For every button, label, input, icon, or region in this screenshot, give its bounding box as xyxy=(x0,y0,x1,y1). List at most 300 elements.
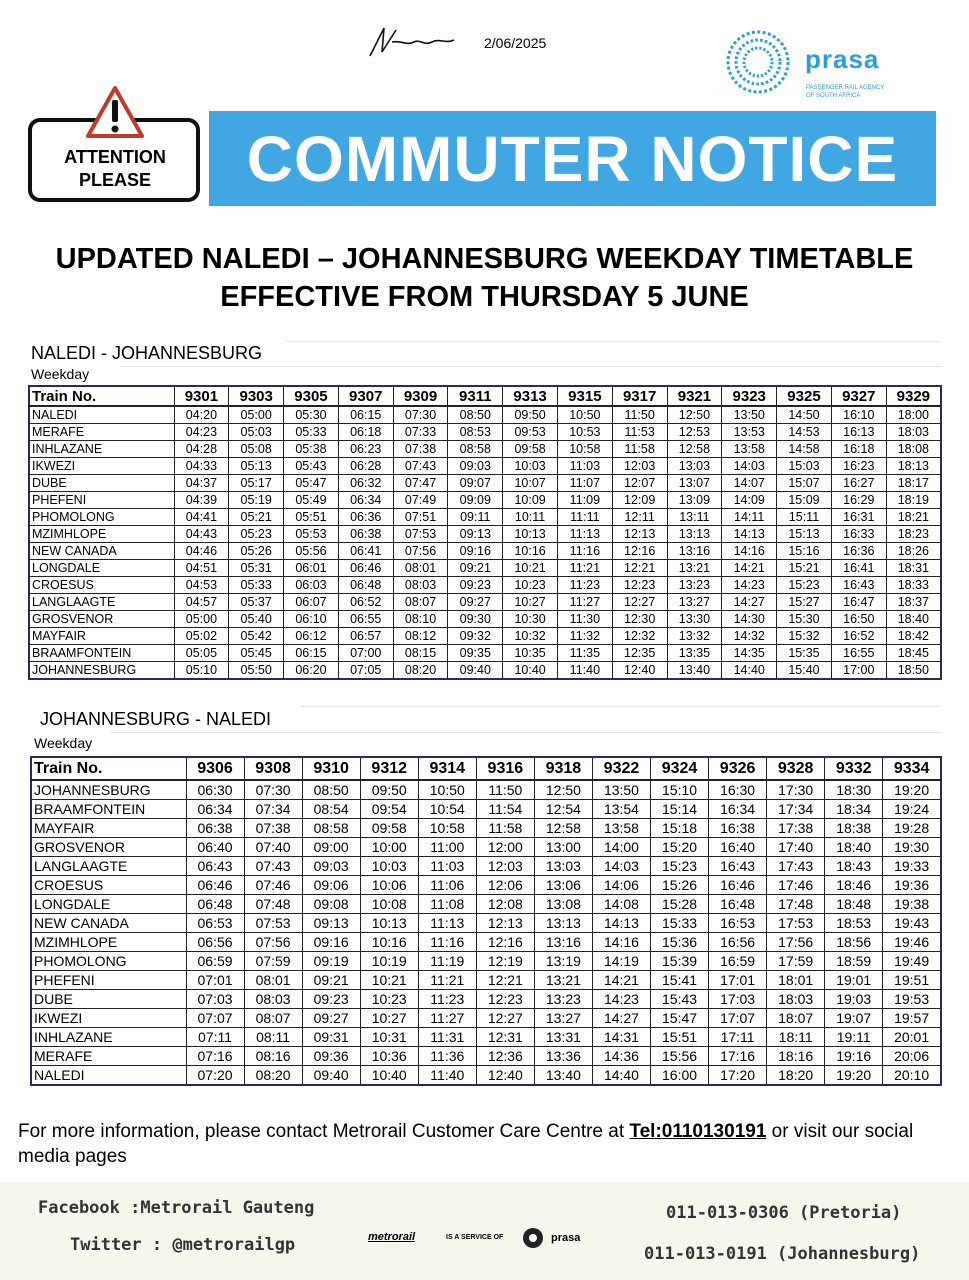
departure-time: 18:08 xyxy=(886,441,941,458)
departure-time: 05:42 xyxy=(229,628,284,645)
station-name: NEW CANADA xyxy=(29,543,174,560)
departure-time: 19:11 xyxy=(825,1028,883,1047)
train-number: 9332 xyxy=(825,757,883,780)
departure-time: 06:34 xyxy=(186,800,244,819)
departure-time: 11:19 xyxy=(418,952,476,971)
station-name: LONGDALE xyxy=(29,560,174,577)
metrorail-logo: metrorail xyxy=(368,1231,416,1243)
johannesburg-naledi-timetable xyxy=(30,756,942,1086)
departure-time: 09:16 xyxy=(448,543,503,560)
departure-time: 18:31 xyxy=(886,560,941,577)
departure-time: 06:53 xyxy=(186,914,244,933)
departure-time: 05:49 xyxy=(284,492,339,509)
departure-time: 16:53 xyxy=(709,914,767,933)
table-row xyxy=(31,800,941,819)
departure-time: 10:30 xyxy=(503,611,558,628)
departure-time: 11:16 xyxy=(557,543,612,560)
departure-time: 14:36 xyxy=(592,1047,650,1066)
departure-time: 18:48 xyxy=(825,895,883,914)
departure-time: 11:08 xyxy=(418,895,476,914)
table-row xyxy=(29,406,941,424)
departure-time: 10:58 xyxy=(557,441,612,458)
departure-time: 10:54 xyxy=(418,800,476,819)
departure-time: 10:21 xyxy=(503,560,558,577)
departure-time: 19:38 xyxy=(883,895,941,914)
attention-text xyxy=(34,146,196,192)
departure-time: 05:33 xyxy=(229,577,284,594)
departure-time: 10:50 xyxy=(557,406,612,424)
departure-time: 13:54 xyxy=(592,800,650,819)
departure-time: 14:50 xyxy=(777,406,832,424)
departure-time: 15:27 xyxy=(777,594,832,611)
departure-time: 15:26 xyxy=(651,876,709,895)
departure-time: 13:08 xyxy=(534,895,592,914)
departure-time: 11:27 xyxy=(557,594,612,611)
departure-time: 04:41 xyxy=(174,509,229,526)
departure-time: 06:48 xyxy=(186,895,244,914)
departure-time: 14:03 xyxy=(722,458,777,475)
departure-time: 06:10 xyxy=(284,611,339,628)
departure-time: 05:53 xyxy=(284,526,339,543)
train-number: 9314 xyxy=(418,757,476,780)
departure-time: 07:40 xyxy=(244,838,302,857)
table-row xyxy=(31,971,941,990)
departure-time: 19:24 xyxy=(883,800,941,819)
departure-time: 12:21 xyxy=(476,971,534,990)
departure-time: 14:07 xyxy=(722,475,777,492)
departure-time: 17:53 xyxy=(767,914,825,933)
departure-time: 14:09 xyxy=(722,492,777,509)
departure-time: 08:07 xyxy=(244,1009,302,1028)
departure-time: 05:40 xyxy=(229,611,284,628)
departure-time: 12:50 xyxy=(534,780,592,800)
departure-time: 12:23 xyxy=(612,577,667,594)
contact-info-text: For more information, please contact Metrorail Customer Care Centre at xyxy=(18,1121,630,1142)
departure-time: 13:09 xyxy=(667,492,722,509)
departure-time: 07:56 xyxy=(393,543,448,560)
departure-time: 07:47 xyxy=(393,475,448,492)
departure-time: 11:23 xyxy=(418,990,476,1009)
departure-time: 13:27 xyxy=(534,1009,592,1028)
departure-time: 06:38 xyxy=(338,526,393,543)
departure-time: 17:56 xyxy=(767,933,825,952)
station-name: MZIMHLOPE xyxy=(29,526,174,543)
table-row xyxy=(29,560,941,577)
departure-time: 16:18 xyxy=(831,441,886,458)
station-name: NALEDI xyxy=(31,1066,186,1086)
departure-time: 08:11 xyxy=(244,1028,302,1047)
signature xyxy=(362,22,462,62)
departure-time: 06:59 xyxy=(186,952,244,971)
departure-time: 15:41 xyxy=(651,971,709,990)
departure-time: 06:03 xyxy=(284,577,339,594)
departure-time: 09:08 xyxy=(302,895,360,914)
departure-time: 18:07 xyxy=(767,1009,825,1028)
departure-time: 12:21 xyxy=(612,560,667,577)
customer-care-phone-link[interactable]: Tel:0110130191 xyxy=(629,1121,767,1142)
departure-time: 12:09 xyxy=(612,492,667,509)
departure-time: 05:10 xyxy=(174,662,229,680)
departure-time: 12:40 xyxy=(612,662,667,680)
departure-time: 16:13 xyxy=(831,424,886,441)
table-row xyxy=(29,628,941,645)
departure-time: 16:40 xyxy=(709,838,767,857)
train-number: 9318 xyxy=(534,757,592,780)
departure-time: 08:53 xyxy=(448,424,503,441)
departure-time: 11:00 xyxy=(418,838,476,857)
departure-time: 07:48 xyxy=(244,895,302,914)
departure-time: 09:36 xyxy=(302,1047,360,1066)
departure-time: 09:19 xyxy=(302,952,360,971)
departure-time: 11:13 xyxy=(418,914,476,933)
departure-time: 11:50 xyxy=(476,780,534,800)
table-row xyxy=(31,1009,941,1028)
departure-time: 10:13 xyxy=(360,914,418,933)
departure-time: 15:07 xyxy=(777,475,832,492)
departure-time: 18:03 xyxy=(886,424,941,441)
train-number: 9322 xyxy=(592,757,650,780)
departure-time: 10:16 xyxy=(360,933,418,952)
departure-time: 15:39 xyxy=(651,952,709,971)
departure-time: 19:53 xyxy=(883,990,941,1009)
departure-time: 17:34 xyxy=(767,800,825,819)
train-number: 9323 xyxy=(722,386,777,406)
facebook-handle[interactable]: Facebook :Metrorail Gauteng xyxy=(38,1198,315,1218)
departure-time: 06:23 xyxy=(338,441,393,458)
table-row xyxy=(31,914,941,933)
departure-time: 15:30 xyxy=(777,611,832,628)
departure-time: 07:49 xyxy=(393,492,448,509)
departure-time: 18:37 xyxy=(886,594,941,611)
departure-time: 12:11 xyxy=(612,509,667,526)
departure-time: 12:36 xyxy=(476,1047,534,1066)
departure-time: 19:57 xyxy=(883,1009,941,1028)
train-number: 9310 xyxy=(302,757,360,780)
departure-time: 10:13 xyxy=(503,526,558,543)
departure-time: 16:27 xyxy=(831,475,886,492)
departure-time: 11:11 xyxy=(557,509,612,526)
twitter-handle[interactable]: Twitter : @metrorailgp xyxy=(70,1235,296,1255)
departure-time: 09:40 xyxy=(448,662,503,680)
departure-time: 18:17 xyxy=(886,475,941,492)
departure-time: 10:58 xyxy=(418,819,476,838)
departure-time: 14:03 xyxy=(592,857,650,876)
departure-time: 14:11 xyxy=(722,509,777,526)
table-row xyxy=(29,458,941,475)
banner-title: COMMUTER NOTICE xyxy=(246,122,899,195)
departure-time: 19:28 xyxy=(883,819,941,838)
departure-time: 13:07 xyxy=(667,475,722,492)
departure-time: 07:33 xyxy=(393,424,448,441)
departure-time: 10:03 xyxy=(360,857,418,876)
departure-time: 05:08 xyxy=(229,441,284,458)
departure-time: 09:50 xyxy=(503,406,558,424)
departure-time: 11:50 xyxy=(612,406,667,424)
departure-time: 12:40 xyxy=(476,1066,534,1086)
departure-time: 18:34 xyxy=(825,800,883,819)
departure-time: 15:23 xyxy=(777,577,832,594)
departure-time: 11:54 xyxy=(476,800,534,819)
departure-time: 16:55 xyxy=(831,645,886,662)
departure-time: 12:03 xyxy=(612,458,667,475)
service-of-text: IS A SERVICE OF xyxy=(446,1234,504,1241)
departure-time: 09:32 xyxy=(448,628,503,645)
table-row xyxy=(29,526,941,543)
departure-time: 12:08 xyxy=(476,895,534,914)
train-number: 9326 xyxy=(709,757,767,780)
departure-time: 11:27 xyxy=(418,1009,476,1028)
departure-time: 15:13 xyxy=(777,526,832,543)
departure-time: 08:07 xyxy=(393,594,448,611)
departure-time: 14:31 xyxy=(592,1028,650,1047)
departure-time: 13:32 xyxy=(667,628,722,645)
station-name: MZIMHLOPE xyxy=(31,933,186,952)
departure-time: 07:56 xyxy=(244,933,302,952)
departure-time: 14:23 xyxy=(592,990,650,1009)
departure-time: 14:30 xyxy=(722,611,777,628)
departure-time: 17:38 xyxy=(767,819,825,838)
departure-time: 07:07 xyxy=(186,1009,244,1028)
departure-time: 13:58 xyxy=(592,819,650,838)
contact-info xyxy=(18,1119,958,1169)
departure-time: 16:43 xyxy=(831,577,886,594)
departure-time: 12:19 xyxy=(476,952,534,971)
departure-time: 13:30 xyxy=(667,611,722,628)
departure-time: 17:03 xyxy=(709,990,767,1009)
departure-time: 18:40 xyxy=(825,838,883,857)
phone-johannesburg: 011-013-0191 (Johannesburg) xyxy=(644,1244,921,1264)
departure-time: 07:46 xyxy=(244,876,302,895)
departure-time: 07:05 xyxy=(338,662,393,680)
departure-time: 16:23 xyxy=(831,458,886,475)
departure-time: 11:13 xyxy=(557,526,612,543)
departure-time: 14:35 xyxy=(722,645,777,662)
table-row xyxy=(31,1047,941,1066)
departure-time: 07:53 xyxy=(244,914,302,933)
departure-time: 06:57 xyxy=(338,628,393,645)
attention-line: ATTENTION xyxy=(64,147,166,167)
departure-time: 10:32 xyxy=(503,628,558,645)
train-number: 9327 xyxy=(831,386,886,406)
departure-time: 10:35 xyxy=(503,645,558,662)
departure-time: 06:55 xyxy=(338,611,393,628)
departure-time: 12:58 xyxy=(667,441,722,458)
departure-time: 06:28 xyxy=(338,458,393,475)
departure-time: 09:50 xyxy=(360,780,418,800)
departure-time: 19:43 xyxy=(883,914,941,933)
departure-time: 18:03 xyxy=(767,990,825,1009)
departure-time: 10:40 xyxy=(503,662,558,680)
departure-time: 10:40 xyxy=(360,1066,418,1086)
table-row xyxy=(29,543,941,560)
train-number: 9328 xyxy=(767,757,825,780)
departure-time: 07:53 xyxy=(393,526,448,543)
departure-time: 10:53 xyxy=(557,424,612,441)
train-number: 9334 xyxy=(883,757,941,780)
departure-time: 13:53 xyxy=(722,424,777,441)
departure-time: 04:20 xyxy=(174,406,229,424)
departure-time: 10:27 xyxy=(503,594,558,611)
station-name: IKWEZI xyxy=(29,458,174,475)
departure-time: 18:20 xyxy=(767,1066,825,1086)
departure-time: 13:27 xyxy=(667,594,722,611)
faint-gridline xyxy=(300,706,942,707)
departure-time: 08:12 xyxy=(393,628,448,645)
departure-time: 12:50 xyxy=(667,406,722,424)
table-row xyxy=(29,577,941,594)
departure-time: 19:01 xyxy=(825,971,883,990)
departure-time: 12:35 xyxy=(612,645,667,662)
departure-time: 09:03 xyxy=(448,458,503,475)
departure-time: 19:49 xyxy=(883,952,941,971)
station-name: MERAFE xyxy=(29,424,174,441)
departure-time: 11:21 xyxy=(557,560,612,577)
departure-time: 15:11 xyxy=(777,509,832,526)
departure-time: 12:13 xyxy=(612,526,667,543)
departure-time: 13:00 xyxy=(534,838,592,857)
departure-time: 12:58 xyxy=(534,819,592,838)
faint-gridline xyxy=(286,341,942,342)
departure-time: 12:00 xyxy=(476,838,534,857)
table1-subtitle: Weekday xyxy=(31,366,90,382)
departure-time: 04:57 xyxy=(174,594,229,611)
departure-time: 10:19 xyxy=(360,952,418,971)
departure-time: 08:01 xyxy=(393,560,448,577)
train-number: 9313 xyxy=(503,386,558,406)
station-name: INHLAZANE xyxy=(31,1028,186,1047)
departure-time: 12:53 xyxy=(667,424,722,441)
departure-time: 18:21 xyxy=(886,509,941,526)
departure-time: 13:03 xyxy=(667,458,722,475)
departure-time: 14:27 xyxy=(722,594,777,611)
departure-time: 06:41 xyxy=(338,543,393,560)
departure-time: 18:19 xyxy=(886,492,941,509)
table-row xyxy=(29,662,941,680)
departure-time: 15:40 xyxy=(777,662,832,680)
table-row xyxy=(31,876,941,895)
departure-time: 04:51 xyxy=(174,560,229,577)
departure-time: 08:16 xyxy=(244,1047,302,1066)
departure-time: 18:46 xyxy=(825,876,883,895)
table2-subtitle: Weekday xyxy=(34,735,93,751)
station-name: DUBE xyxy=(31,990,186,1009)
train-number: 9324 xyxy=(651,757,709,780)
departure-time: 12:27 xyxy=(476,1009,534,1028)
departure-time: 12:03 xyxy=(476,857,534,876)
train-number: 9329 xyxy=(886,386,941,406)
departure-time: 13:13 xyxy=(667,526,722,543)
station-name: MAYFAIR xyxy=(31,819,186,838)
departure-time: 14:23 xyxy=(722,577,777,594)
departure-time: 15:10 xyxy=(651,780,709,800)
departure-time: 13:50 xyxy=(722,406,777,424)
departure-time: 09:30 xyxy=(448,611,503,628)
departure-time: 12:16 xyxy=(476,933,534,952)
departure-time: 07:59 xyxy=(244,952,302,971)
train-number: 9305 xyxy=(284,386,339,406)
attention-line: PLEASE xyxy=(78,170,152,190)
warning-triangle-icon xyxy=(84,84,146,140)
table-row xyxy=(31,838,941,857)
departure-time: 14:13 xyxy=(592,914,650,933)
departure-time: 05:31 xyxy=(229,560,284,577)
departure-time: 19:03 xyxy=(825,990,883,1009)
departure-time: 19:33 xyxy=(883,857,941,876)
departure-time: 05:45 xyxy=(229,645,284,662)
departure-time: 18:42 xyxy=(886,628,941,645)
departure-time: 05:26 xyxy=(229,543,284,560)
table-row xyxy=(31,1066,941,1086)
departure-time: 14:16 xyxy=(592,933,650,952)
departure-time: 06:12 xyxy=(284,628,339,645)
departure-time: 11:30 xyxy=(557,611,612,628)
departure-time: 09:21 xyxy=(448,560,503,577)
departure-time: 08:50 xyxy=(302,780,360,800)
departure-time: 15:35 xyxy=(777,645,832,662)
train-number: 9307 xyxy=(338,386,393,406)
departure-time: 09:07 xyxy=(448,475,503,492)
departure-time: 14:08 xyxy=(592,895,650,914)
departure-time: 12:54 xyxy=(534,800,592,819)
departure-time: 19:16 xyxy=(825,1047,883,1066)
notice-date: 2/06/2025 xyxy=(484,35,547,51)
departure-time: 11:03 xyxy=(557,458,612,475)
departure-time: 18:26 xyxy=(886,543,941,560)
table2-title: JOHANNESBURG - NALEDI xyxy=(40,709,272,729)
departure-time: 12:32 xyxy=(612,628,667,645)
departure-time: 04:43 xyxy=(174,526,229,543)
departure-time: 06:36 xyxy=(338,509,393,526)
departure-time: 05:38 xyxy=(284,441,339,458)
departure-time: 14:21 xyxy=(722,560,777,577)
table-row xyxy=(31,1028,941,1047)
departure-time: 17:46 xyxy=(767,876,825,895)
departure-time: 09:58 xyxy=(503,441,558,458)
naledi-johannesburg-timetable xyxy=(28,385,942,680)
table-row xyxy=(29,475,941,492)
departure-time: 15:09 xyxy=(777,492,832,509)
train-number: 9306 xyxy=(186,757,244,780)
departure-time: 19:46 xyxy=(883,933,941,952)
departure-time: 13:11 xyxy=(667,509,722,526)
departure-time: 07:03 xyxy=(186,990,244,1009)
station-name: JOHANNESBURG xyxy=(29,662,174,680)
table-row xyxy=(29,492,941,509)
departure-time: 11:16 xyxy=(418,933,476,952)
departure-time: 18:00 xyxy=(886,406,941,424)
departure-time: 10:16 xyxy=(503,543,558,560)
departure-time: 05:21 xyxy=(229,509,284,526)
departure-time: 09:23 xyxy=(448,577,503,594)
departure-time: 11:31 xyxy=(418,1028,476,1047)
departure-time: 10:06 xyxy=(360,876,418,895)
departure-time: 18:33 xyxy=(886,577,941,594)
table-row xyxy=(29,441,941,458)
departure-time: 16:48 xyxy=(709,895,767,914)
departure-time: 05:19 xyxy=(229,492,284,509)
departure-time: 19:51 xyxy=(883,971,941,990)
station-name: PHOMOLONG xyxy=(31,952,186,971)
departure-time: 05:37 xyxy=(229,594,284,611)
departure-time: 07:38 xyxy=(393,441,448,458)
logo-subtitle-line: OF SOUTH AFRICA xyxy=(806,93,861,99)
table-row xyxy=(31,819,941,838)
departure-time: 16:31 xyxy=(831,509,886,526)
table-row xyxy=(31,933,941,952)
departure-time: 14:32 xyxy=(722,628,777,645)
departure-time: 15:23 xyxy=(651,857,709,876)
departure-time: 06:34 xyxy=(338,492,393,509)
